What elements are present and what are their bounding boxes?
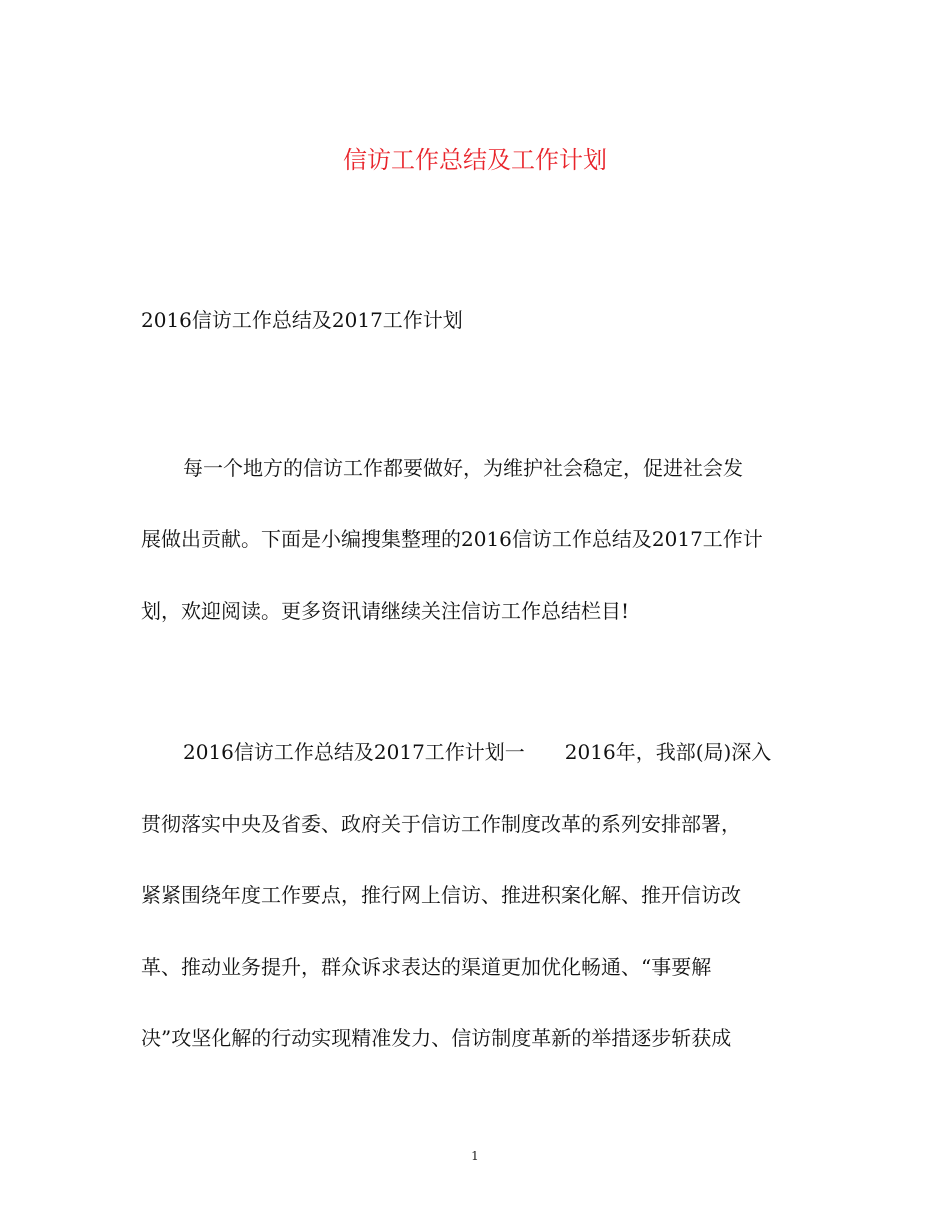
page-number: 1 bbox=[471, 1149, 479, 1163]
paragraph-2-line-2: 贯彻落实中央及省委、政府关于信访工作制度改革的系列安排部署， bbox=[141, 812, 741, 836]
document-subtitle: 2016信访工作总结及2017工作计划 bbox=[141, 308, 463, 332]
paragraph-2-line-5: 决”攻坚化解的行动实现精准发力、信访制度革新的举措逐步斩获成 bbox=[141, 1026, 732, 1050]
paragraph-1-line-3: 划，欢迎阅读。更多资讯请继续关注信访工作总结栏目! bbox=[141, 599, 630, 623]
document-title: 信访工作总结及工作计划 bbox=[343, 146, 607, 174]
paragraph-1-line-2: 展做出贡献。下面是小编搜集整理的2016信访工作总结及2017工作计 bbox=[141, 527, 763, 551]
paragraph-2-line-1: 2016信访工作总结及2017工作计划一 2016年，我部(局)深入 bbox=[183, 740, 772, 764]
paragraph-2-line-3: 紧紧围绕年度工作要点，推行网上信访、推进积案化解、推开信访改 bbox=[141, 883, 741, 907]
paragraph-1-line-1: 每一个地方的信访工作都要做好，为维护社会稳定，促进社会发 bbox=[183, 456, 743, 480]
paragraph-2-line-4: 革、推动业务提升，群众诉求表达的渠道更加优化畅通、“事要解 bbox=[141, 955, 712, 979]
